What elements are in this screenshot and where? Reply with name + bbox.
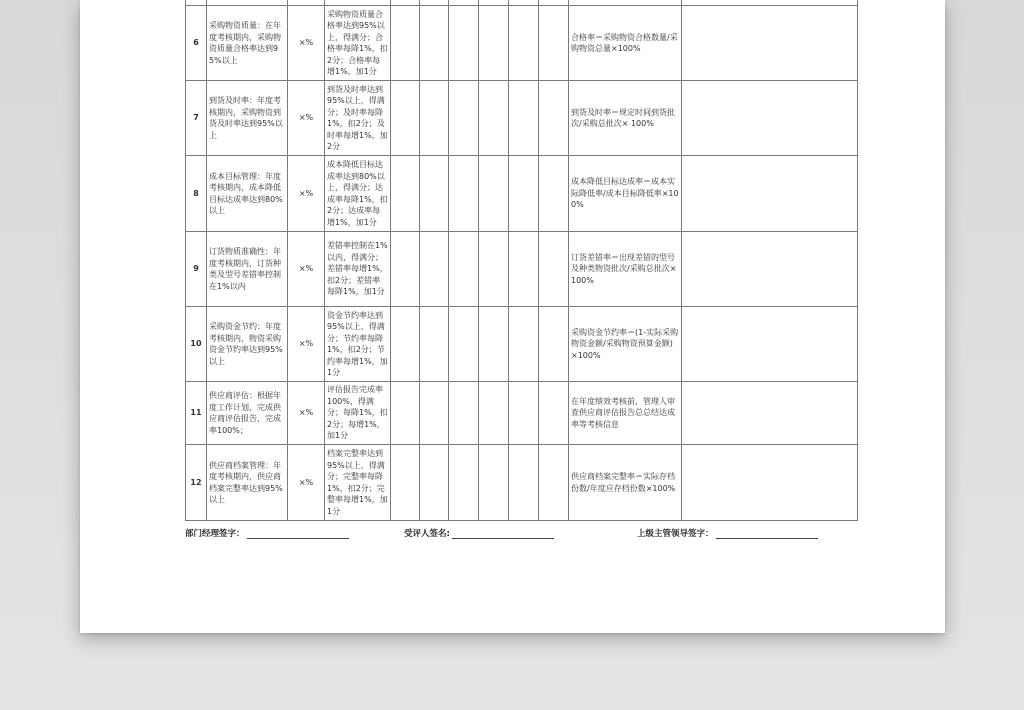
formula-cell: 在年度绩效考核前，管理人审查供应商评估报告总总结达成率等考核信息	[569, 382, 682, 445]
formula-cell: 合格率＝采购物资合格数量/采购物资总量×100%	[569, 6, 682, 81]
formula-cell: 成本降低目标达成率＝成本实际降低率/成本目标降低率×100%	[569, 156, 682, 232]
empty-cell	[539, 307, 569, 382]
row-number: 11	[186, 382, 207, 445]
empty-cell	[509, 445, 539, 521]
signature-line	[716, 529, 818, 539]
empty-cell	[539, 445, 569, 521]
scoring-cell: 到货及时率达到95%以上，得满分；及时率每降1%，扣2分；及时率每增1%，加2分	[325, 81, 391, 156]
indicator-cell: 采购物资质量：在年度考核期内，采购物资质量合格率达到95%以上	[207, 6, 288, 81]
table-row	[186, 81, 858, 156]
indicator-cell: 采购资金节约：年度考核期内，物资采购资金节约率达到95%以上	[207, 307, 288, 382]
scoring-cell: 差错率控制在1%以内，得满分；差错率每增1%，扣2分；差错率每降1%，加1分	[325, 232, 391, 307]
empty-cell	[682, 382, 858, 445]
empty-cell	[682, 307, 858, 382]
scoring-cell: 资金节约率达到95%以上，得满分；节约率每降1%，扣2分；节约率每增1%，加1分	[325, 307, 391, 382]
weight-cell: ×%	[288, 307, 325, 382]
row-number: 7	[186, 81, 207, 156]
empty-cell	[509, 156, 539, 232]
empty-cell	[391, 6, 420, 81]
empty-cell	[391, 445, 420, 521]
empty-cell	[539, 6, 569, 81]
table-row	[186, 382, 858, 445]
weight-cell: ×%	[288, 6, 325, 81]
empty-cell	[682, 156, 858, 232]
weight-cell: ×%	[288, 382, 325, 445]
empty-cell	[420, 307, 449, 382]
table-row	[186, 445, 858, 521]
empty-cell	[479, 382, 509, 445]
empty-cell	[682, 232, 858, 307]
empty-cell	[391, 81, 420, 156]
table-row	[186, 156, 858, 232]
formula-cell: 供应商档案完整率＝实际存档份数/年度应存档份数×100%	[569, 445, 682, 521]
empty-cell	[682, 445, 858, 521]
empty-cell	[449, 232, 479, 307]
empty-cell	[449, 307, 479, 382]
scoring-cell: 成本降低目标达成率达到80%以上，得满分；达成率每降1%，扣2分；达成率每增1%，加1分	[325, 156, 391, 232]
formula-cell: 到货及时率＝规定时间到货批次/采购总批次× 100%	[569, 81, 682, 156]
signature-line	[247, 529, 349, 539]
empty-cell	[420, 445, 449, 521]
indicator-cell: 供应商评估：根据年度工作计划，完成供应商评估报告，完成率100%；	[207, 382, 288, 445]
empty-cell	[682, 6, 858, 81]
empty-cell	[449, 382, 479, 445]
empty-cell	[391, 382, 420, 445]
empty-cell	[420, 81, 449, 156]
evaluatee-label: 受评人签名:	[404, 529, 450, 539]
formula-cell: 订货差错率＝出现差错的型号及种类物资批次/采购总批次×100%	[569, 232, 682, 307]
empty-cell	[479, 6, 509, 81]
empty-cell	[682, 81, 858, 156]
empty-cell	[479, 307, 509, 382]
dept-manager-label: 部门经理签字：	[185, 529, 245, 539]
scoring-cell: 档案完整率达到95%以上，得满分；完整率每降1%，扣2分；完整率每增1%，加1分	[325, 445, 391, 521]
empty-cell	[509, 81, 539, 156]
empty-cell	[420, 156, 449, 232]
empty-cell	[449, 445, 479, 521]
table-row	[186, 307, 858, 382]
table-row	[186, 6, 858, 81]
formula-cell: 采购资金节约率＝(1-实际采购物资金额/采购物资预算金额) ×100%	[569, 307, 682, 382]
indicator-cell: 供应商档案管理：年度考核期内，供应商档案完整率达到95%以上	[207, 445, 288, 521]
empty-cell	[391, 307, 420, 382]
empty-cell	[420, 382, 449, 445]
weight-cell: ×%	[288, 232, 325, 307]
row-number: 6	[186, 6, 207, 81]
row-number: 12	[186, 445, 207, 521]
row-number: 10	[186, 307, 207, 382]
empty-cell	[509, 6, 539, 81]
row-number: 9	[186, 232, 207, 307]
empty-cell	[449, 156, 479, 232]
empty-cell	[509, 232, 539, 307]
empty-cell	[479, 156, 509, 232]
empty-cell	[449, 6, 479, 81]
dept-manager-signature	[185, 527, 349, 539]
weight-cell: ×%	[288, 445, 325, 521]
indicator-cell: 成本目标管理：年度考核期内，成本降低目标达成率达到80%以上	[207, 156, 288, 232]
empty-cell	[420, 6, 449, 81]
evaluatee-signature	[404, 527, 554, 539]
scoring-cell: 采购物资质量合格率达到95%以上，得满分；合格率每降1%，扣2分；合格率每增1%，加1分	[325, 6, 391, 81]
empty-cell	[391, 156, 420, 232]
empty-cell	[509, 382, 539, 445]
empty-cell	[539, 232, 569, 307]
table-row	[186, 232, 858, 307]
empty-cell	[509, 307, 539, 382]
empty-cell	[539, 81, 569, 156]
empty-cell	[479, 81, 509, 156]
empty-cell	[539, 156, 569, 232]
supervisor-label: 上级主管领导签字：	[637, 529, 714, 539]
scoring-cell: 评估报告完成率100%，得满分；每降1%，扣2分；每增1%，加1分	[325, 382, 391, 445]
empty-cell	[539, 382, 569, 445]
signature-row	[185, 527, 832, 541]
weight-cell: ×%	[288, 156, 325, 232]
supervisor-signature	[637, 527, 818, 539]
empty-cell	[449, 81, 479, 156]
indicator-cell: 到货及时率：年度考核期内，采购物资到货及时率达到95%以上	[207, 81, 288, 156]
empty-cell	[479, 445, 509, 521]
signature-line	[452, 529, 554, 539]
row-number: 8	[186, 156, 207, 232]
empty-cell	[479, 232, 509, 307]
weight-cell: ×%	[288, 81, 325, 156]
indicator-cell: 订货物质准确性：年度考核期内，订货种类及型号差错率控制在1%以内	[207, 232, 288, 307]
empty-cell	[391, 232, 420, 307]
kpi-table	[185, 0, 858, 521]
empty-cell	[420, 232, 449, 307]
